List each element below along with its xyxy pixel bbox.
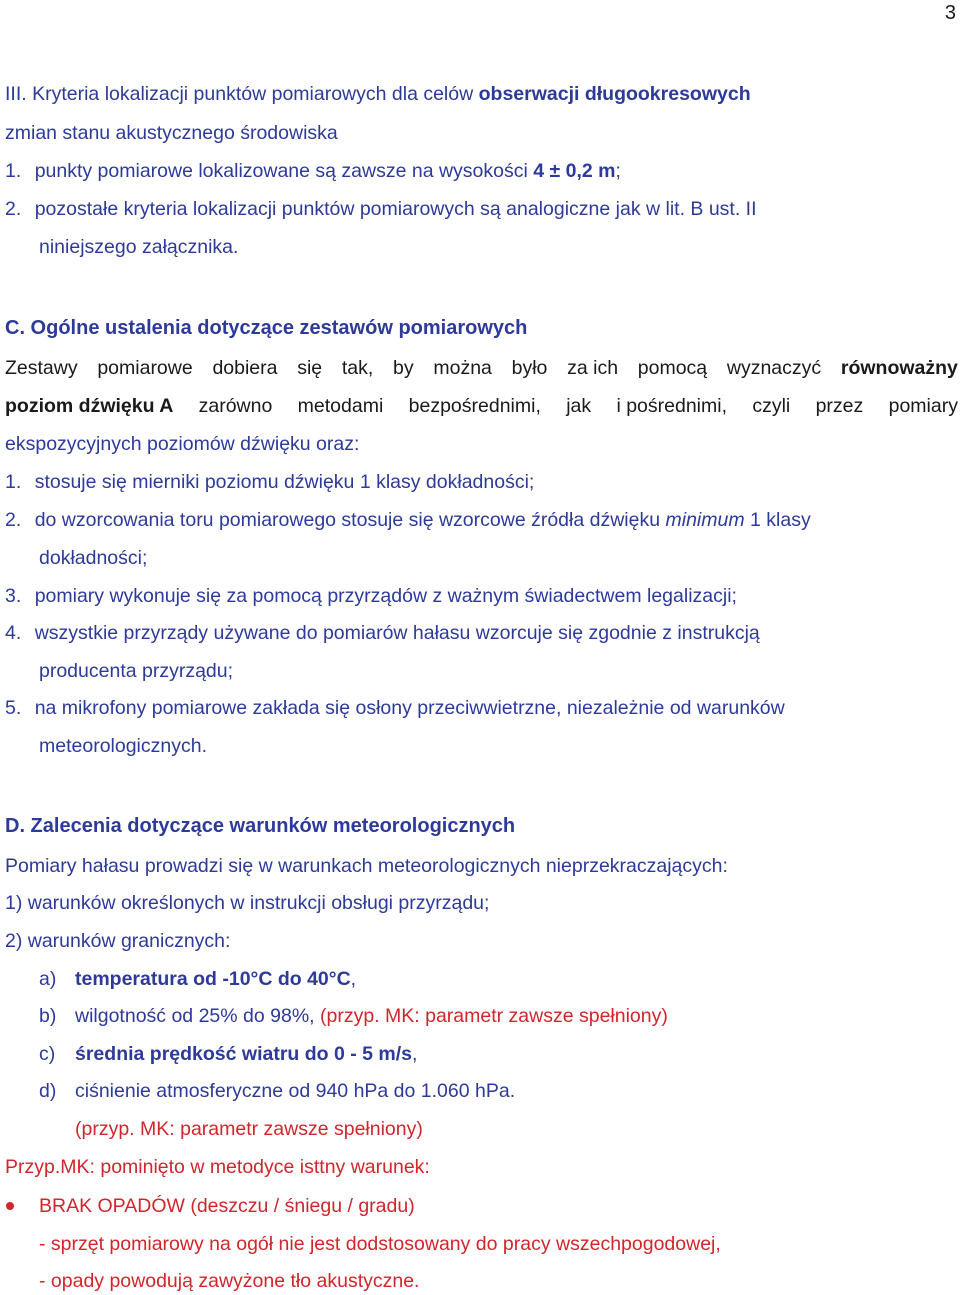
item-number: 2. <box>5 198 22 220</box>
section-c-heading: C. Ogólne ustalenia dotyczące zestawów pomiarowych <box>5 317 528 339</box>
word: jak <box>566 395 592 417</box>
word: by <box>393 357 414 379</box>
section-3-item-1 <box>5 160 621 182</box>
section-3-item-2 <box>5 198 757 220</box>
author-note-heading: Przyp.MK: pominięto w metodyce isttny warunek: <box>5 1156 430 1178</box>
item-number: 1. <box>5 471 22 493</box>
word: przez <box>815 395 864 417</box>
item-text: pozostałe kryteria lokalizacji punktów pomiarowych są analogiczne jak w lit. B ust. II <box>34 198 757 220</box>
item-text: do wzorcowania toru pomiarowego stosuje się wzorcowe źródła dźwięku <box>34 509 661 531</box>
word: pomiarowe <box>97 357 193 379</box>
page-number: 3 <box>944 2 956 24</box>
section-c-item-2-line2: dokładności; <box>39 547 148 569</box>
cond-c-label: c) <box>39 1043 56 1065</box>
word: tak, <box>341 357 374 379</box>
cond-c-text <box>75 1043 417 1065</box>
word: pomocą <box>637 357 708 379</box>
item-text: punkty pomiarowe lokalizowane są zawsze na wysokości <box>34 160 528 182</box>
bullet-text: BRAK OPADÓW (deszczu / śniegu / gradu) <box>39 1195 415 1217</box>
cond-a-text <box>75 968 356 990</box>
section-d-condition-2: 2) warunków granicznych: <box>5 930 231 952</box>
bullet-icon <box>6 1202 14 1210</box>
cond-d-text: ciśnienie atmosferyczne od 940 hPa do 1.060 hPa. <box>75 1080 516 1102</box>
cond-b-label: b) <box>39 1005 57 1027</box>
bold-term: równoważny <box>840 357 958 379</box>
item-number: 4. <box>5 622 22 644</box>
red-note: (przyp. MK: parametr zawsze spełniony) <box>320 1005 668 1027</box>
cond-d-label: d) <box>39 1080 57 1102</box>
italic-term: minimum <box>665 509 745 531</box>
humidity-range: wilgotność od 25% do 98%, <box>75 1005 315 1027</box>
word: można <box>433 357 492 379</box>
height-value: 4 ± 0,2 m <box>533 160 616 182</box>
punct: , <box>412 1043 418 1065</box>
word: się <box>297 357 323 379</box>
word: było <box>511 357 548 379</box>
section-d-intro: Pomiary hałasu prowadzi się w warunkach meteorologicznych nieprzekraczających: <box>5 855 728 877</box>
section-c-para-line1 <box>5 357 958 379</box>
section-3-title <box>5 83 751 105</box>
section-c-item-4 <box>5 622 760 644</box>
section-c-item-4-line2: producenta przyrządu; <box>39 660 234 682</box>
section-c-item-1 <box>5 471 534 493</box>
section-3-title-part1: Kryteria lokalizacji punktów pomiarowych dla celów <box>32 83 474 105</box>
section-d-condition-1: 1) warunków określonych w instrukcji obsługi przyrządu; <box>5 892 490 914</box>
cond-b-text <box>75 1005 668 1027</box>
dash-item-1: - sprzęt pomiarowy na ogół nie jest dodstosowany do pracy wszechpogodowej, <box>39 1233 721 1255</box>
punct: , <box>350 968 357 990</box>
item-text: wszystkie przyrządy używane do pomiarów hałasu wzorcuje się zgodnie z instrukcją <box>34 622 760 644</box>
word: i pośrednimi, <box>616 395 727 417</box>
word: Zestawy <box>5 357 78 379</box>
item-text: 1 klasy <box>750 509 811 531</box>
word: za ich <box>567 357 619 379</box>
section-c-para-line3: ekspozycyjnych poziomów dźwięku oraz: <box>5 433 360 455</box>
cond-a-label: a) <box>39 968 57 990</box>
word: pomiary <box>888 395 958 417</box>
word: dobiera <box>212 357 278 379</box>
dash-item-2: - opady powodują zawyżone tło akustyczne. <box>39 1270 420 1292</box>
section-3-item-2-line2: niniejszego załącznika. <box>39 236 239 258</box>
item-number: 5. <box>5 697 22 719</box>
item-number: 3. <box>5 585 22 607</box>
item-number: 1. <box>5 160 22 182</box>
word: zarówno <box>198 395 273 417</box>
wind-speed-range: średnia prędkość wiatru do 0 - 5 m/s <box>75 1043 413 1065</box>
section-c-item-2 <box>5 509 811 531</box>
section-c-item-5 <box>5 697 785 719</box>
item-text: pomiary wykonuje się za pomocą przyrządów z ważnym świadectwem legalizacji; <box>34 585 737 607</box>
word: metodami <box>297 395 384 417</box>
item-number: 2. <box>5 509 22 531</box>
bold-term: poziom dźwięku A <box>5 395 174 417</box>
word: wyznaczyć <box>726 357 822 379</box>
item-text: stosuje się mierniki poziomu dźwięku 1 klasy dokładności; <box>34 471 535 493</box>
word: czyli <box>752 395 791 417</box>
section-c-item-3 <box>5 585 737 607</box>
word: bezpośrednimi, <box>408 395 541 417</box>
section-3-title-line2: zmian stanu akustycznego środowiska <box>5 122 338 144</box>
section-3-title-part2: obserwacji długookresowych <box>478 83 751 105</box>
temperature-range: temperatura od -10°C do 40°C <box>75 968 351 990</box>
section-c-item-5-line2: meteorologicznych. <box>39 735 207 757</box>
section-c-para-line2 <box>5 395 958 417</box>
item-text: na mikrofony pomiarowe zakłada się osłony przeciwwietrzne, niezależnie od warunków <box>34 697 785 719</box>
section-3-prefix: III. <box>5 83 27 105</box>
punct: ; <box>615 160 621 182</box>
cond-d-note: (przyp. MK: parametr zawsze spełniony) <box>75 1118 423 1140</box>
section-d-heading: D. Zalecenia dotyczące warunków meteorologicznych <box>5 815 516 837</box>
